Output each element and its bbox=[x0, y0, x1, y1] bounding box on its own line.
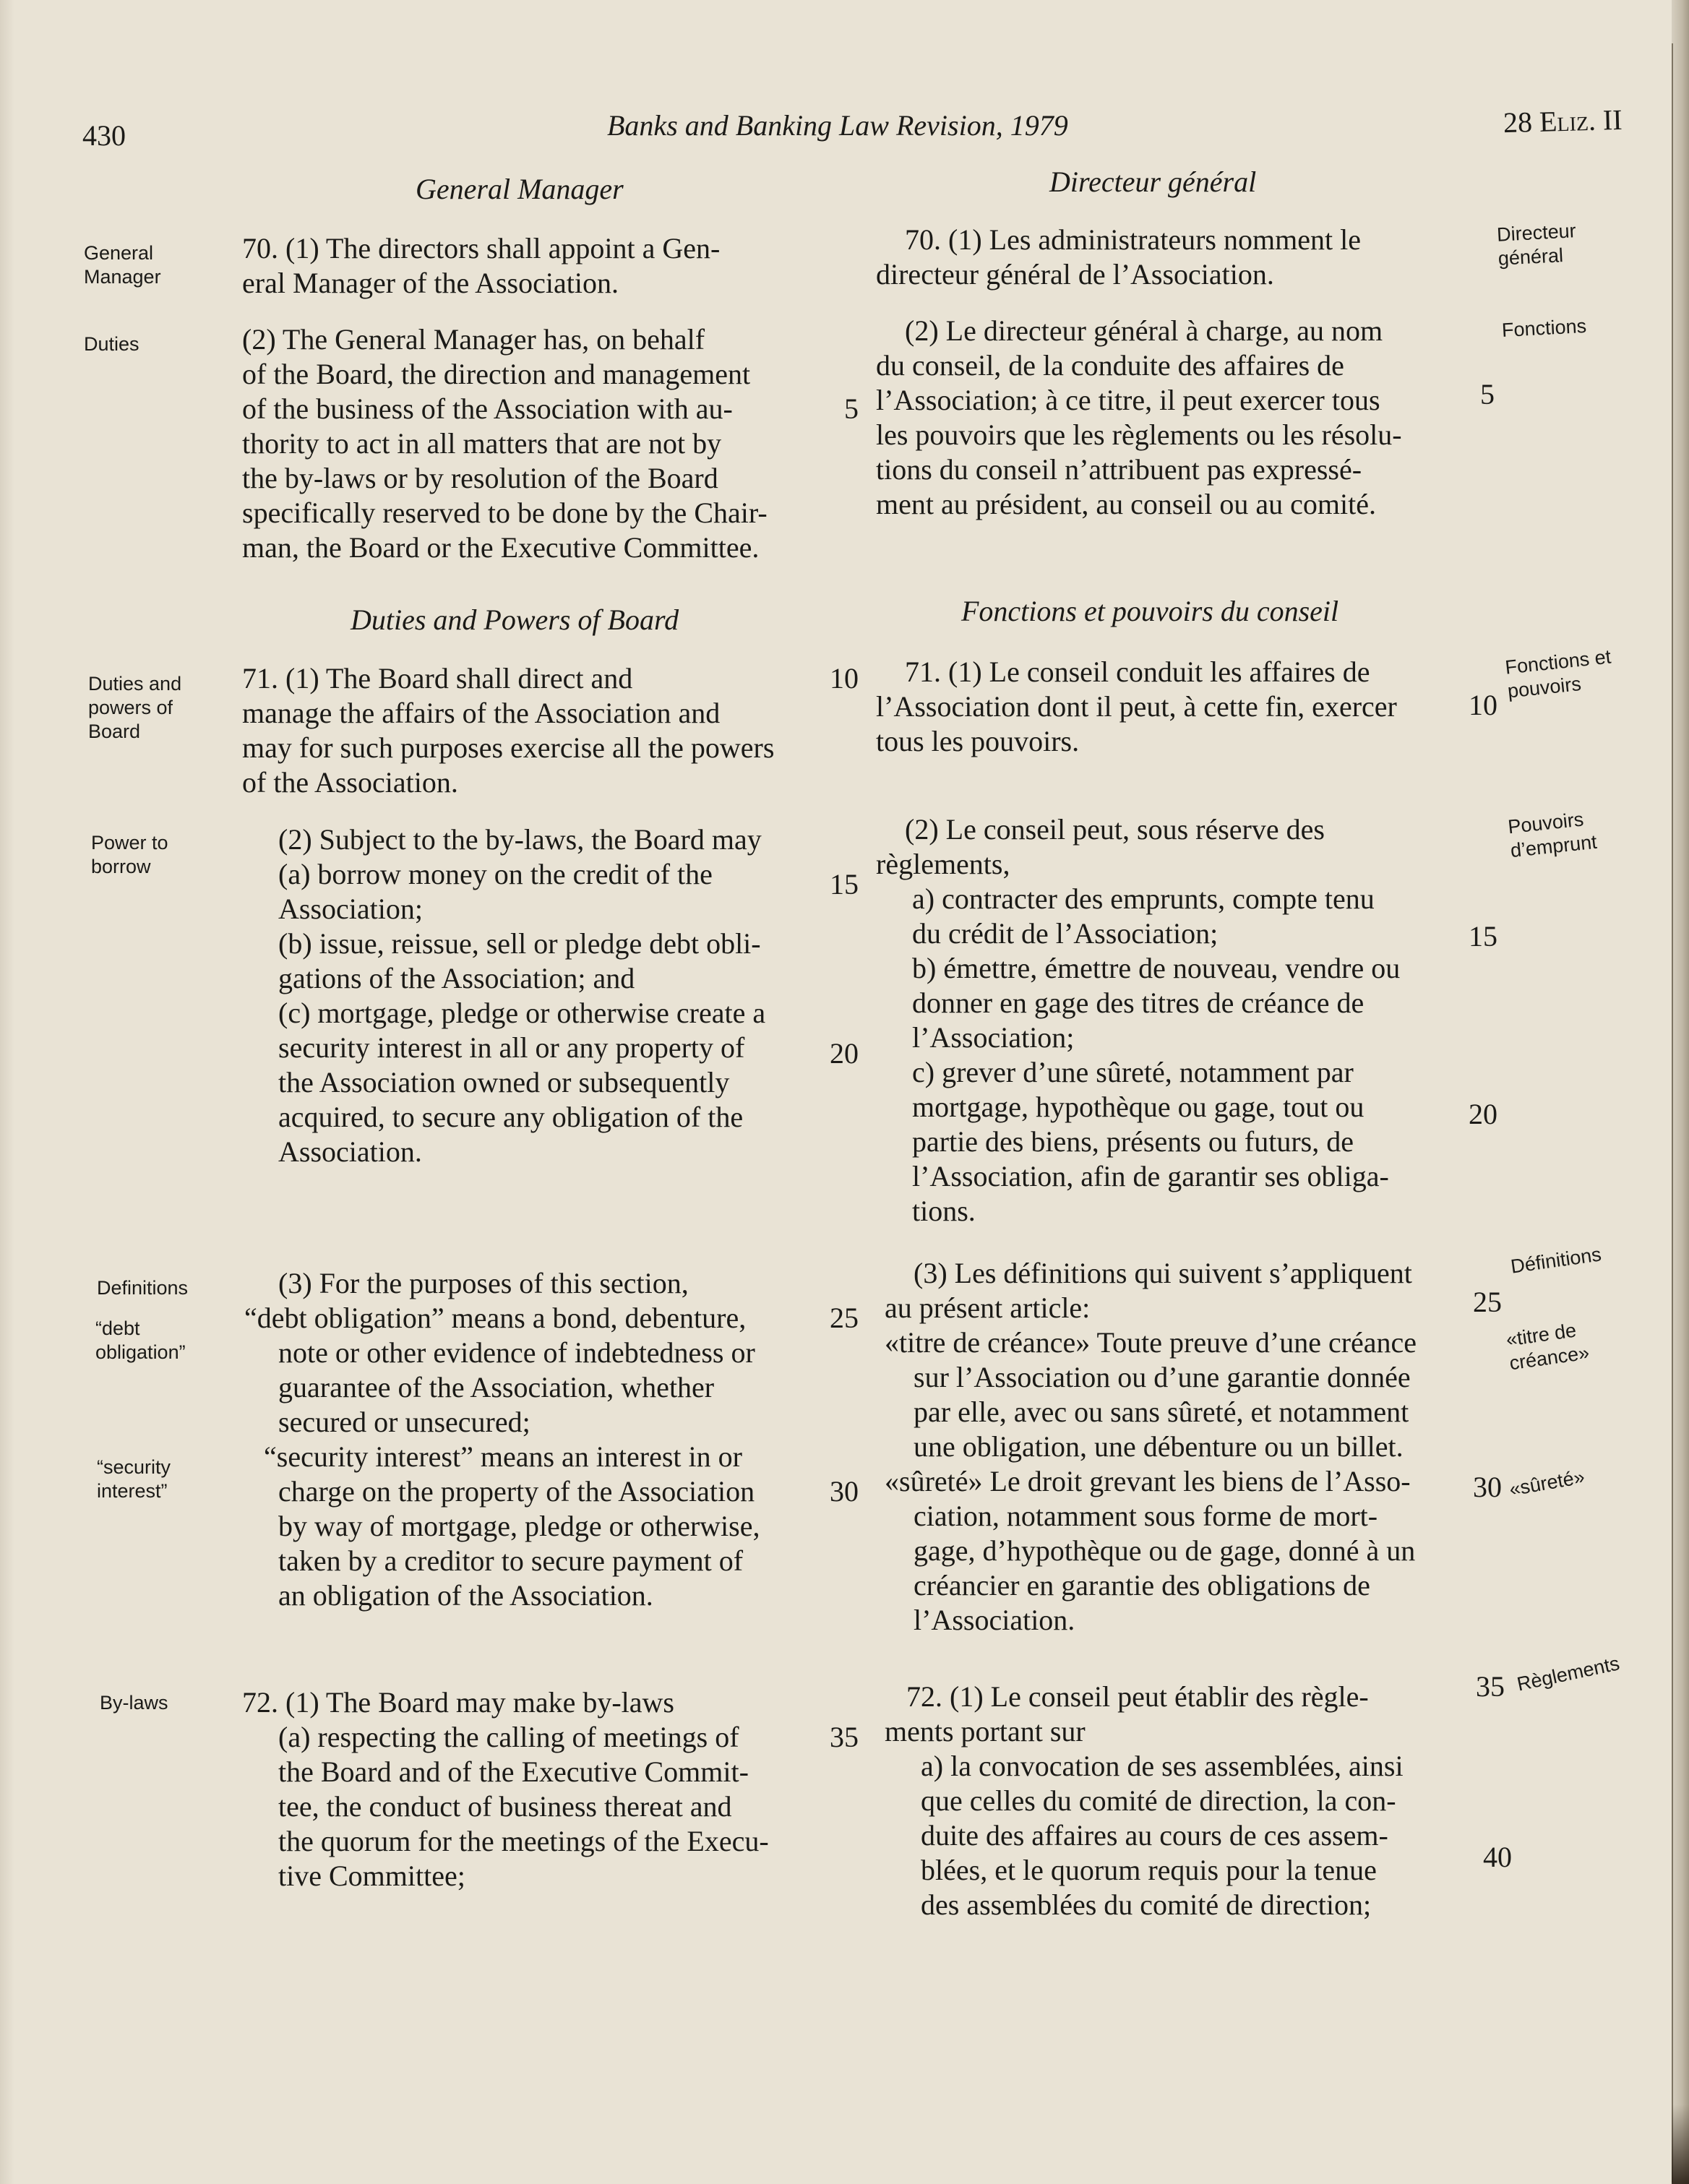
text-line: secured or unsecured; bbox=[278, 1406, 530, 1438]
section-71-3-fr bbox=[885, 1256, 1417, 1638]
line-number: 15 bbox=[1469, 920, 1497, 953]
line-number: 5 bbox=[1480, 378, 1495, 410]
margin-note-fonctions bbox=[1501, 314, 1587, 343]
text-line: blées, et le quorum requis pour la tenue bbox=[921, 1854, 1377, 1886]
text-line: (a) respecting the calling of meetings of bbox=[278, 1721, 739, 1753]
line-number: 5 bbox=[844, 392, 859, 425]
text-line: (b) issue, reissue, sell or pledge debt obli- bbox=[278, 927, 761, 960]
text-line: taken by a creditor to secure payment of bbox=[278, 1544, 744, 1577]
note-line: Board bbox=[88, 721, 141, 742]
text-line: «titre de créance» Toute preuve d’une créance bbox=[885, 1326, 1417, 1359]
note-line: Definitions bbox=[97, 1277, 189, 1299]
text-line: of the business of the Association with au- bbox=[242, 392, 733, 425]
line-number: 35 bbox=[1476, 1670, 1505, 1703]
text-line: specifically reserved to be done by the Chair- bbox=[242, 496, 768, 529]
text-line: c) grever d’une sûreté, notamment par bbox=[912, 1056, 1354, 1088]
section-71-1-en bbox=[242, 661, 774, 800]
text-line: l’Association. bbox=[914, 1604, 1075, 1636]
book-spine-edge bbox=[1672, 0, 1689, 2184]
text-line: du crédit de l’Association; bbox=[912, 917, 1219, 950]
margin-note-security-interest bbox=[97, 1456, 171, 1503]
heading-general-manager: General Manager bbox=[416, 173, 624, 205]
heading-duties-powers: Duties and Powers of Board bbox=[351, 603, 679, 636]
text-line: (3) Les définitions qui suivent s’appliquent bbox=[914, 1257, 1412, 1289]
line-number: 10 bbox=[1469, 689, 1497, 721]
text-line: 71. (1) Le conseil conduit les affaires de bbox=[905, 655, 1370, 688]
section-71-2-en bbox=[278, 822, 765, 1169]
text-line: du conseil, de la conduite des affaires de bbox=[876, 349, 1344, 382]
text-line: au présent article: bbox=[885, 1291, 1091, 1324]
text-line: security interest in all or any property of bbox=[278, 1031, 745, 1064]
line-number: 35 bbox=[830, 1721, 859, 1753]
spine-fold-line bbox=[1672, 43, 1673, 2183]
text-line: (c) mortgage, pledge or otherwise create a bbox=[278, 997, 766, 1029]
text-line: 72. (1) Le conseil peut établir des règle- bbox=[906, 1680, 1369, 1713]
text-line: manage the affairs of the Association and bbox=[242, 697, 721, 729]
heading-fonctions-pouvoirs: Fonctions et pouvoirs du conseil bbox=[961, 595, 1339, 627]
line-number: 25 bbox=[1473, 1286, 1502, 1318]
text-line: les pouvoirs que les règlements ou les résolu- bbox=[876, 418, 1402, 451]
text-line: duite des affaires au cours de ces assem- bbox=[921, 1819, 1388, 1852]
text-line: que celles du comité de direction, la con- bbox=[921, 1784, 1396, 1817]
note-line: «titre de bbox=[1505, 1319, 1578, 1351]
text-line: Association. bbox=[278, 1135, 422, 1168]
text-line: guarantee of the Association, whether bbox=[278, 1371, 715, 1403]
page-corner-shadow bbox=[1672, 2105, 1689, 2184]
section-70-2-fr bbox=[876, 314, 1402, 522]
margin-note-duties-powers bbox=[88, 672, 181, 744]
note-line: Power to bbox=[91, 832, 168, 854]
line-number: 30 bbox=[830, 1475, 859, 1508]
text-line: 71. (1) The Board shall direct and bbox=[242, 662, 633, 695]
text-line: «sûreté» Le droit grevant les biens de l’Asso- bbox=[885, 1465, 1411, 1497]
text-line: (3) For the purposes of this section, bbox=[278, 1267, 689, 1299]
note-line: “security bbox=[97, 1456, 171, 1478]
margin-note-surete bbox=[1508, 1465, 1586, 1502]
text-line: the by-laws or by resolution of the Board bbox=[242, 462, 718, 494]
margin-note-pouvoirs-emprunt bbox=[1507, 807, 1598, 863]
text-line: (2) The General Manager has, on behalf bbox=[242, 323, 705, 356]
margin-note-general-manager bbox=[84, 241, 161, 289]
note-line: Pouvoirs bbox=[1506, 808, 1585, 838]
text-line: mortgage, hypothèque ou gage, tout ou bbox=[912, 1091, 1364, 1123]
text-line: “debt obligation” means a bond, debenture, bbox=[244, 1302, 747, 1334]
margin-note-power-to-borrow bbox=[91, 831, 168, 879]
text-line: b) émettre, émettre de nouveau, vendre ou bbox=[912, 952, 1401, 984]
text-line: l’Association; à ce titre, il peut exercer tous bbox=[876, 384, 1380, 416]
note-line: général bbox=[1497, 244, 1564, 270]
text-line: l’Association dont il peut, à cette fin, exercer bbox=[876, 690, 1397, 723]
note-line: borrow bbox=[91, 856, 151, 877]
line-number: 20 bbox=[830, 1037, 859, 1070]
note-line: Règlements bbox=[1515, 1652, 1622, 1695]
text-line: eral Manager of the Association. bbox=[242, 267, 619, 299]
text-line: may for such purposes exercise all the powers bbox=[242, 731, 775, 764]
note-line: interest” bbox=[97, 1480, 168, 1502]
note-line: d’emprunt bbox=[1509, 830, 1598, 862]
note-line: Directeur bbox=[1496, 220, 1577, 246]
text-line: directeur général de l’Association. bbox=[876, 258, 1274, 291]
margin-note-fonctions-pouvoirs bbox=[1504, 645, 1615, 703]
text-line: the quorum for the meetings of the Execu- bbox=[278, 1825, 769, 1857]
text-line: Association; bbox=[278, 893, 423, 925]
text-line: note or other evidence of indebtedness or bbox=[278, 1336, 755, 1369]
margin-note-duties bbox=[84, 332, 139, 356]
text-line: of the Board, the direction and management bbox=[242, 358, 751, 390]
text-line: a) la convocation de ses assemblées, ainsi bbox=[921, 1750, 1404, 1782]
margin-note-directeur-general bbox=[1496, 219, 1578, 271]
text-line: the Board and of the Executive Commit- bbox=[278, 1755, 749, 1788]
section-71-1-fr bbox=[876, 655, 1397, 759]
line-number: 30 bbox=[1473, 1471, 1502, 1503]
line-number: 10 bbox=[830, 662, 859, 695]
text-line: donner en gage des titres de créance de bbox=[912, 986, 1364, 1019]
text-line: créancier en garantie des obligations de bbox=[914, 1569, 1370, 1602]
text-line: thority to act in all matters that are not by bbox=[242, 427, 722, 460]
text-line: (2) Le directeur général à charge, au nom bbox=[905, 314, 1383, 347]
section-70-2-en bbox=[242, 322, 768, 565]
section-70-1-fr bbox=[876, 223, 1361, 292]
text-line: l’Association, afin de garantir ses obliga- bbox=[912, 1160, 1389, 1192]
page-number: 430 bbox=[82, 119, 126, 152]
text-line: par elle, avec ou sans sûreté, et notamment bbox=[914, 1396, 1409, 1428]
heading-directeur-general: Directeur général bbox=[1049, 165, 1257, 198]
text-line: tions. bbox=[912, 1195, 976, 1227]
regnal-year: 28 Eliz. II bbox=[1503, 103, 1623, 139]
note-line: By-laws bbox=[100, 1692, 168, 1714]
text-line: a) contracter des emprunts, compte tenu bbox=[912, 882, 1375, 915]
note-line: powers of bbox=[88, 697, 173, 718]
line-number: 20 bbox=[1469, 1098, 1497, 1130]
line-number: 40 bbox=[1483, 1841, 1512, 1873]
page-gutter-shadow bbox=[0, 0, 14, 2184]
text-line: tous les pouvoirs. bbox=[876, 725, 1080, 757]
text-line: sur l’Association ou d’une garantie donnée bbox=[914, 1361, 1411, 1393]
text-line: partie des biens, présents ou futurs, de bbox=[912, 1125, 1354, 1158]
text-line: acquired, to secure any obligation of the bbox=[278, 1101, 744, 1133]
text-line: ment au président, au conseil ou au comité. bbox=[876, 488, 1377, 520]
text-line: the Association owned or subsequently bbox=[278, 1066, 730, 1099]
text-line: man, the Board or the Executive Committee. bbox=[242, 531, 760, 564]
text-line: 70. (1) The directors shall appoint a Gen- bbox=[242, 232, 721, 265]
text-line: (2) Le conseil peut, sous réserve des bbox=[905, 813, 1325, 846]
text-line: an obligation of the Association. bbox=[278, 1579, 653, 1612]
text-line: des assemblées du comité de direction; bbox=[921, 1888, 1372, 1921]
section-70-1-en bbox=[242, 231, 720, 301]
text-line: of the Association. bbox=[242, 766, 458, 799]
section-71-2-fr bbox=[876, 812, 1400, 1229]
margin-note-by-laws bbox=[100, 1691, 168, 1715]
note-line: «sûreté» bbox=[1508, 1466, 1586, 1500]
note-line: General bbox=[84, 242, 154, 264]
section-72-1-en bbox=[242, 1685, 769, 1893]
text-line: (2) Subject to the by-laws, the Board may bbox=[278, 823, 762, 856]
line-number: 15 bbox=[830, 868, 859, 900]
text-line: ciation, notamment sous forme de mort- bbox=[914, 1500, 1378, 1532]
text-line: by way of mortgage, pledge or otherwise, bbox=[278, 1510, 760, 1542]
note-line: Fonctions et bbox=[1504, 645, 1612, 679]
text-line: gage, d’hypothèque ou de gage, donné à un bbox=[914, 1534, 1416, 1567]
text-line: gations of the Association; and bbox=[278, 962, 635, 994]
note-line: Définitions bbox=[1509, 1243, 1603, 1278]
margin-note-reglements bbox=[1515, 1651, 1622, 1696]
text-line: tee, the conduct of business thereat and bbox=[278, 1790, 732, 1823]
margin-note-titre-creance bbox=[1505, 1317, 1591, 1376]
note-line: Fonctions bbox=[1501, 314, 1587, 342]
text-line: “security interest” means an interest in or bbox=[264, 1440, 742, 1473]
text-line: tions du conseil n’attribuent pas expressé- bbox=[876, 453, 1362, 486]
text-line: règlements, bbox=[876, 848, 1010, 880]
text-line: une obligation, une débenture ou un billet. bbox=[914, 1430, 1404, 1463]
note-line: Manager bbox=[84, 266, 161, 288]
margin-note-definitions bbox=[97, 1276, 188, 1300]
margin-note-debt-obligation bbox=[95, 1317, 186, 1364]
note-line: Duties bbox=[84, 333, 139, 355]
text-line: 70. (1) Les administrateurs nomment le bbox=[905, 223, 1361, 256]
text-line: l’Association; bbox=[912, 1021, 1075, 1054]
text-line: ments portant sur bbox=[885, 1715, 1086, 1747]
note-line: pouvoirs bbox=[1506, 673, 1583, 702]
text-line: (a) borrow money on the credit of the bbox=[278, 858, 713, 890]
running-title: Banks and Banking Law Revision, 1979 bbox=[607, 109, 1068, 142]
note-line: Duties and bbox=[88, 673, 182, 695]
line-number: 25 bbox=[830, 1302, 859, 1334]
note-line: “debt bbox=[95, 1317, 140, 1339]
text-line: tive Committee; bbox=[278, 1860, 465, 1892]
text-line: charge on the property of the Association bbox=[278, 1475, 755, 1508]
margin-note-definitions-fr bbox=[1509, 1242, 1602, 1278]
note-line: créance» bbox=[1508, 1341, 1591, 1375]
section-72-1-fr bbox=[885, 1680, 1404, 1922]
note-line: obligation” bbox=[95, 1341, 186, 1363]
section-71-3-en bbox=[244, 1266, 760, 1613]
text-line: 72. (1) The Board may make by-laws bbox=[242, 1686, 674, 1719]
